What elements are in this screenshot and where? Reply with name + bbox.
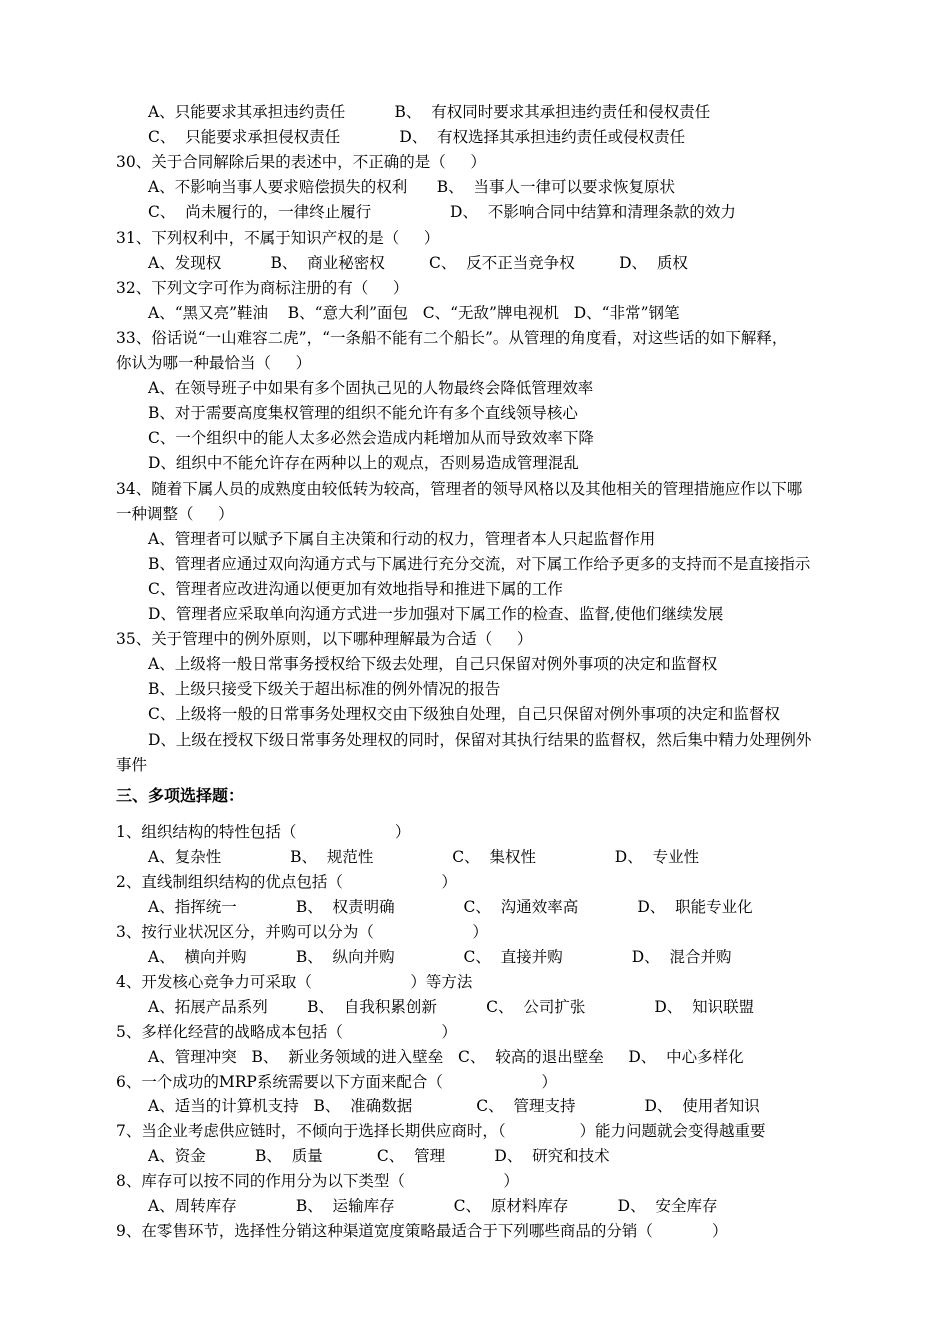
option-line: A、 横向并购 B、 纵向并购 C、 直接并购 D、 混合并购	[148, 947, 732, 966]
question-line: 34、随着下属人员的成熟度由较低转为较高，管理者的领导风格以及其他相关的管理措施应作以下哪	[116, 479, 803, 498]
question-line: 9、在零售环节，选择性分销这种渠道宽度策略最适合于下列哪些商品的分销（ ）	[116, 1222, 728, 1241]
option-line: C、 尚未履行的，一律终止履行 D、 不影响合同中结算和清理条款的效力	[148, 203, 736, 222]
option-line: A、适当的计算机支持 B、 准确数据 C、 管理支持 D、 使用者知识	[148, 1097, 760, 1116]
option-line: B、上级只接受下级关于超出标准的例外情况的报告	[148, 680, 501, 699]
question-line: 30、关于合同解除后果的表述中，不正确的是（ ）	[116, 153, 486, 172]
option-line: A、周转库存 B、 运输库存 C、 原材料库存 D、 安全库存	[148, 1197, 718, 1216]
question-line: 3、按行业状况区分，并购可以分为（ ）	[116, 922, 488, 941]
option-line: A、在领导班子中如果有多个固执己见的人物最终会降低管理效率	[148, 379, 594, 398]
option-line: A、“黑又亮”鞋油 B、“意大利”面包 C、“无敌”牌电视机 D、“非常”钢笔	[148, 303, 680, 322]
option-line: A、不影响当事人要求赔偿损失的权利 B、 当事人一律可以要求恢复原状	[148, 178, 676, 197]
question-line: 一种调整（ ）	[116, 504, 234, 523]
question-line: 你认为哪一种最恰当（ ）	[116, 354, 312, 372]
question-line: 5、多样化经营的战略成本包括（ ）	[116, 1022, 457, 1041]
option-line: A、只能要求其承担违约责任 B、 有权同时要求其承担违约责任和侵权责任	[148, 103, 711, 121]
question-line: 35、关于管理中的例外原则，以下哪种理解最为合适（ ）	[116, 630, 533, 649]
question-line: 8、库存可以按不同的作用分为以下类型（ ）	[116, 1172, 519, 1191]
question-line: 31、下列权利中，不属于知识产权的是（ ）	[116, 228, 440, 247]
option-line: A、拓展产品系列 B、 自我积累创新 C、 公司扩张 D、 知识联盟	[148, 997, 755, 1016]
option-line: D、组织中不能允许存在两种以上的观点，否则易造成管理混乱	[148, 454, 579, 473]
question-line: 1、组织结构的特性包括（ ）	[116, 823, 411, 841]
option-line: A、复杂性 B、 规范性 C、 集权性 D、 专业性	[148, 847, 700, 866]
question-line: 4、开发核心竞争力可采取（ ）等方法	[116, 972, 473, 991]
option-line: C、管理者应改进沟通以便更加有效地指导和推进下属的工作	[148, 579, 563, 598]
option-line: C、 只能要求承担侵权责任 D、 有权选择其承担违约责任或侵权责任	[148, 128, 686, 147]
option-line: A、发现权 B、 商业秘密权 C、 反不正当竞争权 D、 质权	[148, 253, 688, 272]
question-line: 32、下列文字可作为商标注册的有（ ）	[116, 278, 409, 297]
option-line: A、管理冲突 B、 新业务领域的进入壁垒 C、 较高的退出壁垒 D、 中心多样化	[148, 1047, 744, 1066]
question-line: 7、当企业考虑供应链时，不倾向于选择长期供应商时，（ ）能力问题就会变得越重要	[116, 1122, 766, 1141]
option-line: C、上级将一般的日常事务处理权交由下级独自处理，自己只保留对例外事项的决定和监督权	[148, 705, 780, 724]
option-line: B、管理者应通过双向沟通方式与下属进行充分交流，对下属工作给予更多的支持而不是直接指示	[148, 554, 811, 573]
option-line: A、指挥统一 B、 权责明确 C、 沟通效率高 D、 职能专业化	[148, 897, 753, 916]
section-heading: 三、多项选择题：	[116, 786, 245, 805]
option-line: A、资金 B、 质量 C、 管理 D、 研究和技术	[148, 1147, 610, 1166]
question-line: 6、一个成功的MRP系统需要以下方面来配合（ ）	[116, 1072, 557, 1091]
option-line: A、上级将一般日常事务授权给下级去处理，自己只保留对例外事项的决定和监督权	[148, 655, 718, 674]
option-line: D、上级在授权下级日常事务处理权的同时，保留对其执行结果的监督权，然后集中精力处理例外	[148, 730, 812, 749]
question-line: 事件	[116, 755, 148, 774]
question-line: 2、直线制组织结构的优点包括（ ）	[116, 872, 457, 891]
option-line: B、对于需要高度集权管理的组织不能允许有多个直线领导核心	[148, 404, 578, 423]
question-line: 33、俗话说“一山难容二虎”，“一条船不能有二个船长”。从管理的角度看，对这些话的如下解释，	[116, 328, 788, 347]
option-line: D、管理者应采取单向沟通方式进一步加强对下属工作的检查、监督,使他们继续发展	[148, 605, 724, 623]
option-line: C、一个组织中的能人太多必然会造成内耗增加从而导致效率下降	[148, 429, 594, 448]
option-line: A、管理者可以赋予下属自主决策和行动的权力，管理者本人只起监督作用	[148, 529, 656, 548]
